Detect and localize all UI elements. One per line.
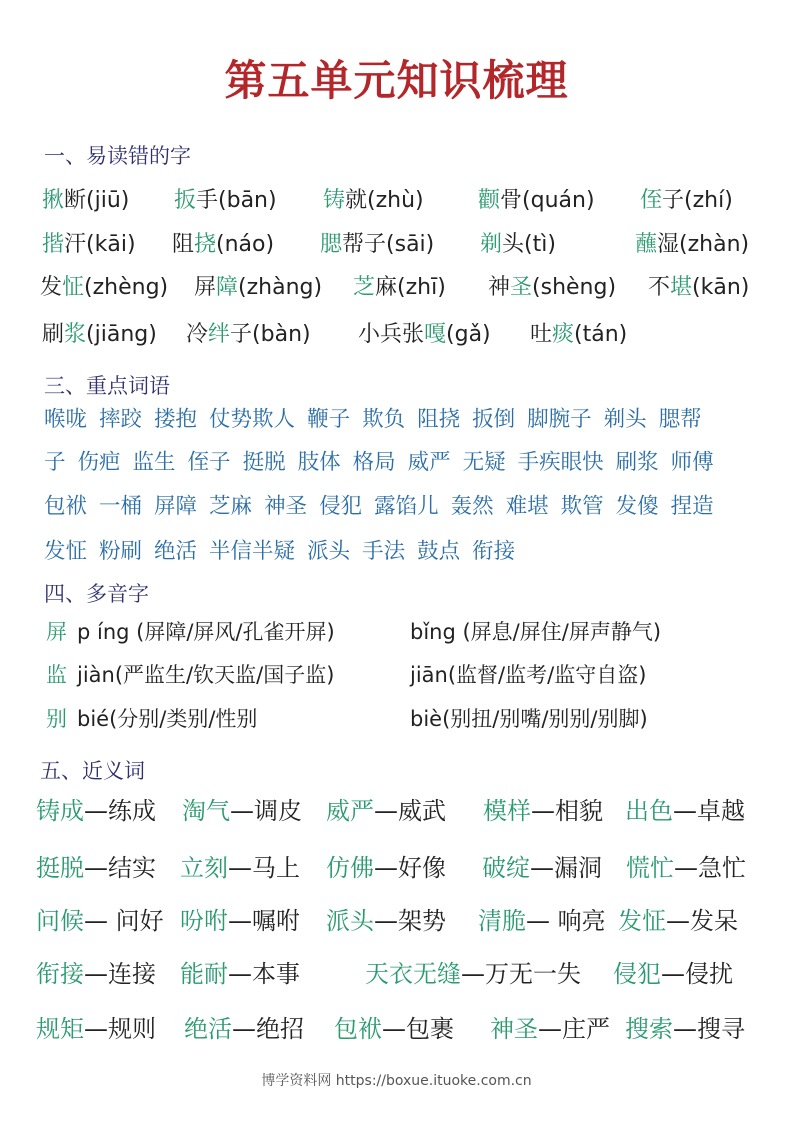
synonym-pair: [326, 905, 446, 937]
entry-suffix: 手: [196, 188, 219, 213]
misread-char-entry: [42, 230, 136, 260]
synonym-word: 神圣: [490, 1015, 538, 1043]
synonym-pair: [482, 852, 602, 884]
key-term: 威严: [407, 450, 451, 475]
key-term: 喉咙: [44, 407, 88, 432]
synonym-match: —包裹: [382, 1015, 454, 1043]
entry-prefix: 屏: [194, 275, 217, 300]
misread-char-entry: [172, 230, 274, 260]
section-heading-misread-chars: 一、易读错的字: [44, 144, 191, 168]
entry-prefix: 小兵张: [358, 322, 425, 347]
key-term: 粉刷: [99, 539, 143, 564]
polyphone-reading-2: biè(别扭/别嘴/别别/别脚): [410, 707, 648, 731]
key-term: 鼓点: [417, 539, 461, 564]
entry-pinyin: (tán): [574, 322, 628, 347]
entry-highlight-char: 浆: [64, 322, 87, 347]
entry-pinyin: (zhèng): [84, 275, 169, 300]
synonym-pair: [613, 958, 733, 990]
key-term: 轰然: [450, 494, 494, 519]
synonym-word: 挺脱: [36, 854, 84, 882]
synonym-pair: [184, 1013, 304, 1045]
synonym-pair: [326, 795, 446, 827]
synonym-pair: [326, 852, 446, 884]
polyphone-reading-1: [46, 660, 334, 690]
entry-highlight-char: 芝: [353, 275, 376, 300]
misread-char-entry: [353, 273, 446, 303]
entry-pinyin: (shèng): [532, 275, 617, 300]
synonym-match: — 响亮: [526, 907, 606, 935]
entry-prefix: 阻: [172, 232, 195, 257]
key-term: 神圣: [264, 494, 308, 519]
synonym-pair: [334, 1013, 454, 1045]
key-term: 监生: [132, 450, 176, 475]
entry-prefix: 不: [648, 275, 671, 300]
entry-suffix: 断: [64, 188, 87, 213]
misread-char-entry: [635, 230, 749, 260]
entry-pinyin: (bàn): [252, 322, 311, 347]
entry-pinyin: (zhù): [367, 188, 424, 213]
entry-pinyin: (zhàng): [238, 275, 323, 300]
synonym-word: 铸成: [36, 797, 84, 825]
synonym-word: 发怔: [618, 907, 666, 935]
polyphone-reading-text: p íng (屏障/屏风/孔雀开屏): [77, 620, 335, 644]
synonym-word: 破绽: [482, 854, 530, 882]
synonym-word: 绝活: [184, 1015, 232, 1043]
polyphone-reading-text: bié(分别/类别/性别: [77, 707, 258, 731]
entry-suffix: 就: [345, 188, 368, 213]
key-term: 侵犯: [319, 494, 363, 519]
synonym-word: 规矩: [36, 1015, 84, 1043]
entry-highlight-char: 颧: [478, 188, 501, 213]
key-term: 师傅: [670, 450, 714, 475]
key-term: 手法: [362, 539, 406, 564]
synonym-pair: [180, 852, 300, 884]
synonym-pair: [490, 1013, 610, 1045]
misread-char-entry: [480, 230, 556, 260]
synonym-word: 出色: [625, 797, 673, 825]
entry-highlight-char: 蘸: [635, 232, 658, 257]
synonym-match: —万无一失: [461, 960, 581, 988]
key-term: 阻挠: [417, 407, 461, 432]
synonym-word: 清脆: [478, 907, 526, 935]
synonym-pair: [36, 852, 156, 884]
entry-pinyin: (gǎ): [446, 322, 491, 347]
synonym-word: 慌忙: [626, 854, 674, 882]
key-term: 搂抱: [154, 407, 198, 432]
synonym-pair: [625, 1013, 745, 1045]
key-term: 仗势欺人: [209, 407, 296, 432]
polyphone-reading-2: bǐng (屏息/屏住/屏声静气): [410, 620, 662, 644]
misread-char-entry: [320, 230, 434, 260]
key-term: 露馅儿: [374, 494, 439, 519]
misread-char-entry: [174, 186, 277, 216]
key-term: 半信半疑: [209, 539, 296, 564]
entry-prefix: 神: [488, 275, 511, 300]
entry-highlight-char: 堪: [670, 275, 693, 300]
entry-highlight-char: 障: [216, 275, 239, 300]
entry-pinyin: (jiāng): [86, 322, 157, 347]
entry-suffix: 子: [230, 322, 253, 347]
key-term: 欺负: [362, 407, 406, 432]
synonym-match: —连接: [84, 960, 156, 988]
key-term: 发怔: [44, 539, 88, 564]
key-term: 扳倒: [472, 407, 516, 432]
synonym-pair: [182, 795, 302, 827]
entry-prefix: 冷: [186, 322, 209, 347]
synonym-match: —嘱咐: [228, 907, 300, 935]
entry-highlight-char: 扳: [174, 188, 197, 213]
synonym-match: —绝招: [232, 1015, 304, 1043]
misread-char-entry: [648, 273, 749, 303]
synonym-match: —威武: [374, 797, 446, 825]
entry-highlight-char: 痰: [552, 322, 575, 347]
misread-char-entry: [530, 320, 627, 350]
entry-pinyin: (zhī): [397, 275, 446, 300]
synonym-word: 威严: [326, 797, 374, 825]
synonym-match: —卓越: [673, 797, 745, 825]
key-term: 格局: [352, 450, 396, 475]
synonym-match: —搜寻: [673, 1015, 745, 1043]
synonym-pair: [180, 905, 300, 937]
entry-highlight-char: 怔: [62, 275, 85, 300]
entry-pinyin: (quán): [522, 188, 595, 213]
entry-pinyin: (sāi): [386, 232, 435, 257]
entry-pinyin: (zhàn): [679, 232, 750, 257]
entry-pinyin: (zhí): [684, 188, 733, 213]
synonym-match: —结实: [84, 854, 156, 882]
misread-char-entry: [323, 186, 424, 216]
misread-char-entry: [194, 273, 322, 303]
synonym-match: —架势: [374, 907, 446, 935]
entry-suffix: 湿: [657, 232, 680, 257]
polyphone-reading-text: jiàn(严监生/钦天监/国子监): [77, 663, 335, 687]
key-term: 难堪: [505, 494, 549, 519]
key-term: 腮帮: [658, 407, 702, 432]
misread-char-entry: [186, 320, 311, 350]
synonym-word: 能耐: [180, 960, 228, 988]
synonym-match: —马上: [228, 854, 300, 882]
entry-highlight-char: 腮: [320, 232, 343, 257]
section-heading-key-terms: 三、重点词语: [44, 374, 170, 398]
polyphone-reading-2: jiān(监督/监考/监守自盗): [410, 663, 647, 687]
polyphone-char: 别: [46, 707, 67, 731]
key-terms-row: [44, 492, 726, 522]
section-heading-synonyms: 五、近义词: [40, 759, 145, 783]
key-term: 刷浆: [615, 450, 659, 475]
synonym-pair: [180, 958, 300, 990]
entry-highlight-char: 铸: [323, 188, 346, 213]
synonym-pair: [478, 905, 606, 937]
key-term: 一桶: [99, 494, 143, 519]
entry-highlight-char: 揩: [42, 232, 65, 257]
misread-char-entry: [42, 320, 157, 350]
misread-char-entry: [478, 186, 595, 216]
key-term: 绝活: [154, 539, 198, 564]
key-term: 侄子: [187, 450, 231, 475]
synonym-match: —调皮: [230, 797, 302, 825]
synonym-word: 吩咐: [180, 907, 228, 935]
key-term: 剃头: [603, 407, 647, 432]
synonym-match: —练成: [84, 797, 156, 825]
entry-pinyin: (tì): [524, 232, 556, 257]
synonym-pair: [36, 905, 164, 937]
footer-watermark: 博学资料网 https://boxue.ituoke.com.cn: [261, 1073, 532, 1089]
synonym-pair: [618, 905, 738, 937]
entry-highlight-char: 绊: [208, 322, 231, 347]
section-heading-polyphones: 四、多音字: [44, 582, 149, 606]
key-term: 派头: [307, 539, 351, 564]
synonym-match: —相貌: [531, 797, 603, 825]
synonym-word: 立刻: [180, 854, 228, 882]
entry-suffix: 汗: [64, 232, 87, 257]
key-term: 无疑: [462, 450, 506, 475]
page-title: 第五单元知识梳理: [224, 56, 569, 105]
key-term: 挺脱: [242, 450, 286, 475]
key-term: 欺管: [560, 494, 604, 519]
entry-pinyin: (jiū): [86, 188, 130, 213]
entry-highlight-char: 剃: [480, 232, 503, 257]
synonym-word: 侵犯: [613, 960, 661, 988]
key-term: 伤疤: [77, 450, 121, 475]
entry-highlight-char: 侄: [640, 188, 663, 213]
entry-highlight-char: 圣: [510, 275, 533, 300]
key-term: 手疾眼快: [517, 450, 604, 475]
entry-pinyin: (kān): [692, 275, 750, 300]
synonym-word: 仿佛: [326, 854, 374, 882]
synonym-match: —漏洞: [530, 854, 602, 882]
synonym-match: —本事: [228, 960, 300, 988]
key-term: 屏障: [154, 494, 198, 519]
synonym-word: 包袱: [334, 1015, 382, 1043]
entry-prefix: 刷: [42, 322, 65, 347]
misread-char-entry: [358, 320, 491, 350]
entry-suffix: 帮子: [342, 232, 387, 257]
synonym-pair: [36, 958, 156, 990]
polyphone-reading-1: [46, 704, 257, 734]
key-term: 脚腕子: [527, 407, 592, 432]
entry-suffix: 子: [662, 188, 685, 213]
synonym-match: —侵扰: [661, 960, 733, 988]
polyphone-char: 屏: [46, 620, 67, 644]
entry-highlight-char: 嘎: [424, 322, 447, 347]
synonym-pair: [483, 795, 603, 827]
synonym-match: —发呆: [666, 907, 738, 935]
key-term: 摔跤: [99, 407, 143, 432]
key-term: 包袱: [44, 494, 88, 519]
entry-prefix: 发: [40, 275, 63, 300]
key-term: 发傻: [615, 494, 659, 519]
key-term: 肢体: [297, 450, 341, 475]
key-term: 芝麻: [209, 494, 253, 519]
synonym-match: —急忙: [674, 854, 746, 882]
synonym-word: 派头: [326, 907, 374, 935]
entry-prefix: 吐: [530, 322, 553, 347]
synonym-word: 淘气: [182, 797, 230, 825]
synonym-pair: [625, 795, 745, 827]
misread-char-entry: [488, 273, 616, 303]
synonym-match: —庄严: [538, 1015, 610, 1043]
entry-pinyin: (bān): [218, 188, 277, 213]
entry-suffix: 骨: [500, 188, 523, 213]
key-term: 子: [44, 450, 66, 475]
entry-highlight-char: 揪: [42, 188, 65, 213]
synonym-pair: [36, 1013, 156, 1045]
synonym-word: 衔接: [36, 960, 84, 988]
synonym-word: 问候: [36, 907, 84, 935]
key-terms-row: [44, 537, 527, 567]
key-terms-row: [44, 405, 714, 435]
entry-pinyin: (náo): [216, 232, 275, 257]
synonym-pair: [626, 852, 746, 884]
polyphone-char: 监: [46, 663, 67, 687]
synonym-match: —规则: [84, 1015, 156, 1043]
key-term: 鞭子: [307, 407, 351, 432]
misread-char-entry: [40, 273, 168, 303]
synonym-match: —好像: [374, 854, 446, 882]
synonym-word: 搜索: [625, 1015, 673, 1043]
polyphone-reading-1: [46, 617, 335, 647]
key-term: 捏造: [670, 494, 714, 519]
entry-suffix: 头: [502, 232, 525, 257]
misread-char-entry: [42, 186, 129, 216]
synonym-pair: [36, 795, 156, 827]
synonym-pair: [365, 958, 581, 990]
entry-suffix: 麻: [375, 275, 398, 300]
key-term: 衔接: [472, 539, 516, 564]
key-terms-row: [44, 448, 726, 478]
synonym-match: — 问好: [84, 907, 164, 935]
misread-char-entry: [640, 186, 733, 216]
synonym-word: 天衣无缝: [365, 960, 461, 988]
entry-pinyin: (kāi): [86, 232, 136, 257]
synonym-word: 模样: [483, 797, 531, 825]
entry-highlight-char: 挠: [194, 232, 217, 257]
